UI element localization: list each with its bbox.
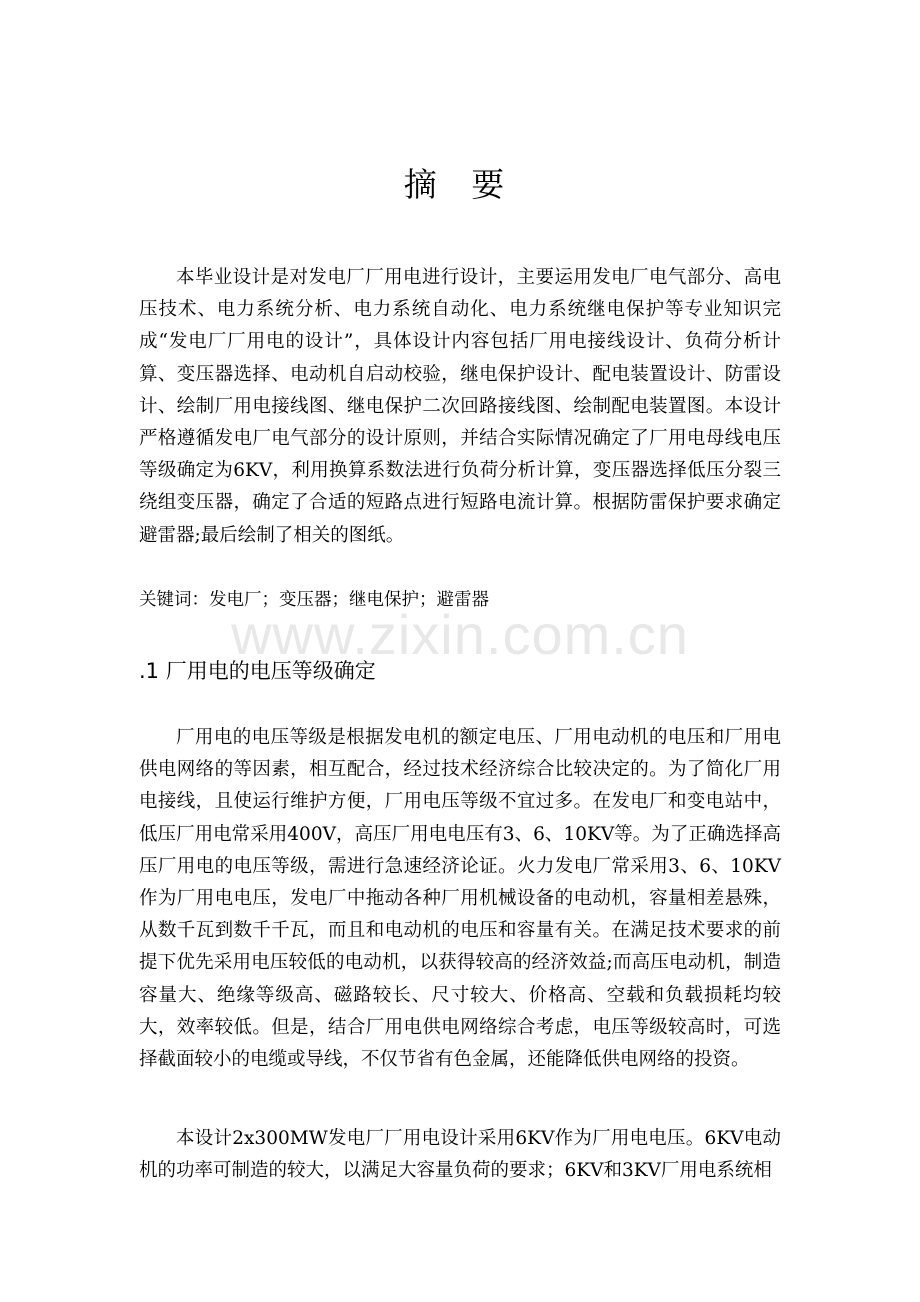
body-paragraph-1: 厂用电的电压等级是根据发电机的额定电压、厂用电动机的电压和厂用电供电网络的等因素，相互配合，经过技术经济综合比较决定的。为了简化厂用电接线，且使运行维护方便，厂用电压等级不宜过多。在发电厂和变电站中，低压厂用电常采用400V，高压厂用电电压有3、6、10KV等。为了正确选择高压厂用电的电压等级，需进行急速经济论证。火力发电厂常采用3、6、10KV作为厂用电电压，发电厂中拖动各种厂用机械设备的电动机，容量相差悬殊，从数千瓦到数千千瓦，而且和电动机的电压和容量有关。在满足技术要求的前提下优先采用电压较低的电动机，以获得较高的经济效益;而高压电动机，制造容量大、绝缘等级高、磁路较长、尺寸较大、价格高、空载和负载损耗均较大，效率较低。但是，结合厂用电供电网络综合考虑，电压等级较高时，可选择截面较小的电缆或导线，不仅节省有色金属，还能降低供电网络的投资。: [139, 727, 781, 1071]
abstract-paragraph: 本毕业设计是对发电厂厂用电进行设计，主要运用发电厂电气部分、高电压技术、电力系统分析、电力系统自动化、电力系统继电保护等专业知识完成“发电厂厂用电的设计”，具体设计内容包括厂用电接线设计、负荷分析计算、变压器选择、电动机自启动校验，继电保护设计、配电装置设计、防雷设计、绘制厂用电接线图、继电保护二次回路接线图、绘制配电装置图。本设计严格遵循发电厂电气部分的设计原则，并结合实际情况确定了厂用电母线电压等级确定为6KV，利用换算系数法进行负荷分析计算，变压器选择低压分裂三绕组变压器，确定了合适的短路点进行短路电流计算。根据防雷保护要求确定避雷器;最后绘制了相关的图纸。: [139, 267, 781, 546]
watermark: www.zixin.com.cn: [231, 603, 689, 666]
body-paragraph-2: 本设计2x300MW发电厂厂用电设计采用6KV作为厂用电电压。6KV电动机的功率可制造的较大，以满足大容量负荷的要求；6KV和3KV厂用电系统相: [139, 1128, 781, 1182]
section-heading: .1 厂用电的电压等级确定: [139, 659, 376, 683]
keywords-line: 关键词：发电厂；变压器；继电保护；避雷器: [139, 590, 489, 610]
page-title: 摘 要: [403, 165, 517, 204]
